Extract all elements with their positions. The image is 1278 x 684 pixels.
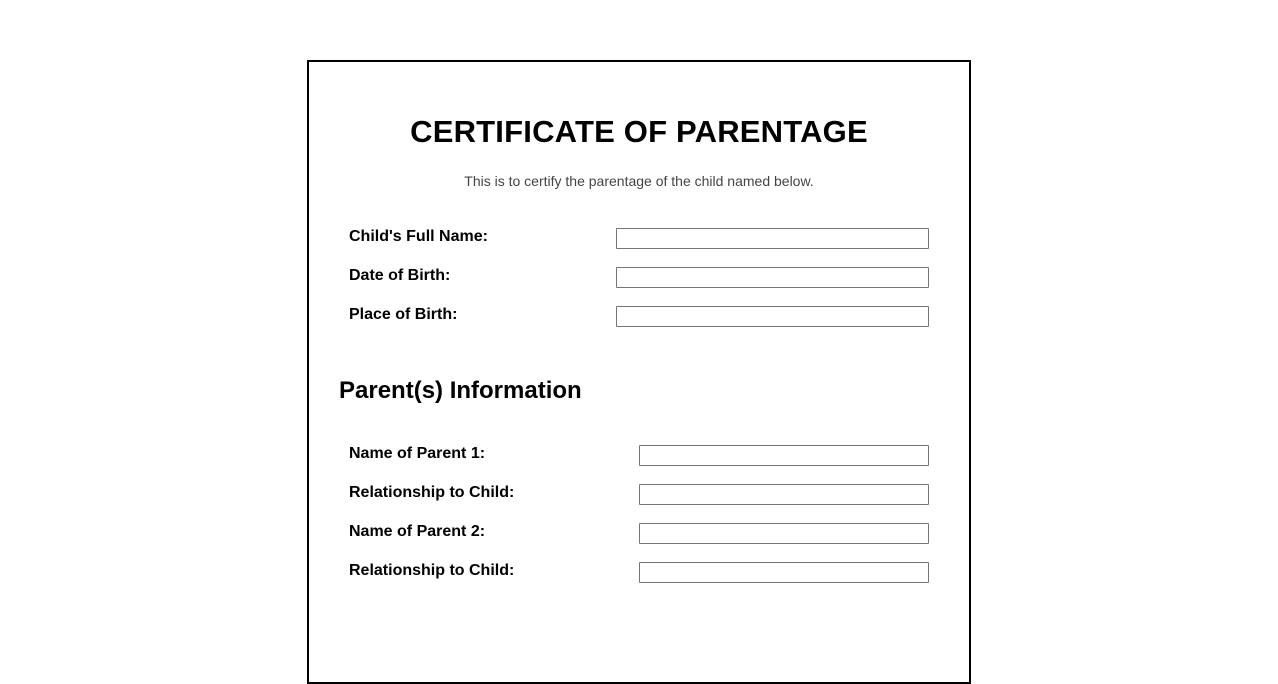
parent-2-relationship-input[interactable]	[639, 562, 929, 583]
parent-1-name-input[interactable]	[639, 445, 929, 466]
parent-1-relationship-label: Relationship to Child:	[349, 484, 515, 501]
certificate-page	[307, 60, 971, 684]
parent-2-name-label: Name of Parent 2:	[349, 523, 486, 540]
parent-1-name-label: Name of Parent 1:	[349, 445, 486, 462]
date-of-birth-label: Date of Birth:	[349, 267, 451, 284]
parent-2-relationship-label: Relationship to Child:	[349, 562, 515, 579]
child-full-name-input[interactable]	[616, 228, 929, 249]
certificate-subtitle: This is to certify the parentage of the child named below.	[464, 173, 814, 189]
parent-1-relationship-input[interactable]	[639, 484, 929, 505]
certificate-title: CERTIFICATE OF PARENTAGE	[410, 114, 868, 149]
parent-section-heading: Parent(s) Information	[339, 377, 582, 404]
date-of-birth-input[interactable]	[616, 267, 929, 288]
place-of-birth-input[interactable]	[616, 306, 929, 327]
place-of-birth-label: Place of Birth:	[349, 306, 458, 323]
parent-2-name-input[interactable]	[639, 523, 929, 544]
child-full-name-label: Child's Full Name:	[349, 228, 488, 245]
